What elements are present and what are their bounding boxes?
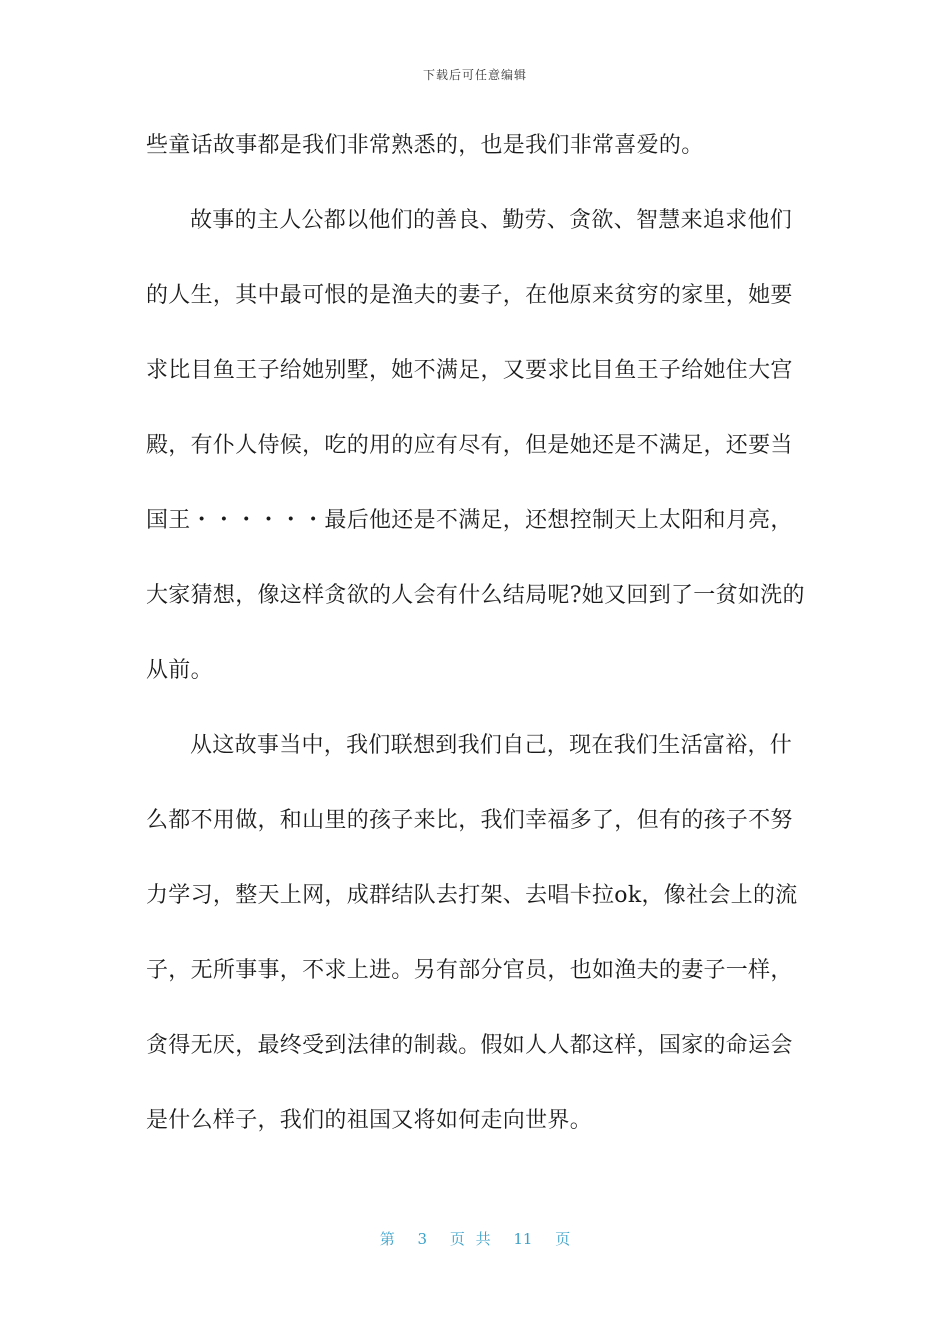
text-line: 贪得无厌，最终受到法律的制裁。假如人人都这样，国家的命运会 (146, 1033, 793, 1058)
text-line: 么都不用做，和山里的孩子来比，我们幸福多了，但有的孩子不努 (146, 808, 793, 833)
current-page-number: 3 (417, 1230, 428, 1248)
text-line: 大家猜想，像这样贪欲的人会有什么结局呢?她又回到了一贫如洗的 (146, 583, 805, 608)
text-line: 力学习，整天上网，成群结队去打架、去唱卡拉ok，像社会上的流 (146, 883, 798, 908)
text-line: 国王・・・・・・最后他还是不满足，还想控制天上太阳和月亮， (146, 508, 793, 533)
total-page-count: 11 (513, 1230, 533, 1248)
text-line-paragraph-start: 从这故事当中，我们联想到我们自己，现在我们生活富裕，什 (190, 733, 793, 758)
text-line: 些童话故事都是我们非常熟悉的，也是我们非常喜爱的。 (146, 133, 704, 158)
text-line: 的人生，其中最可恨的是渔夫的妻子，在他原来贫穷的家里，她要 (146, 283, 793, 308)
page-number-footer (0, 1228, 950, 1249)
footer-prefix: 第 (379, 1230, 395, 1248)
text-line: 殿，有仆人侍候，吃的用的应有尽有，但是她还是不满足，还要当 (146, 433, 793, 458)
document-body (146, 116, 806, 1166)
text-line: 子，无所事事，不求上进。另有部分官员，也如渔夫的妻子一样， (146, 958, 793, 983)
footer-suffix: 页 (555, 1230, 571, 1248)
text-line: 从前。 (146, 658, 213, 683)
text-line-paragraph-start: 故事的主人公都以他们的善良、勤劳、贪欲、智慧来追求他们 (190, 208, 793, 233)
header-note: 下载后可任意编辑 (422, 68, 527, 82)
text-line: 求比目鱼王子给她别墅，她不满足，又要求比目鱼王子给她住大宫 (146, 358, 793, 383)
footer-middle: 页 共 (449, 1230, 491, 1248)
text-line: 是什么样子，我们的祖国又将如何走向世界。 (146, 1108, 593, 1133)
